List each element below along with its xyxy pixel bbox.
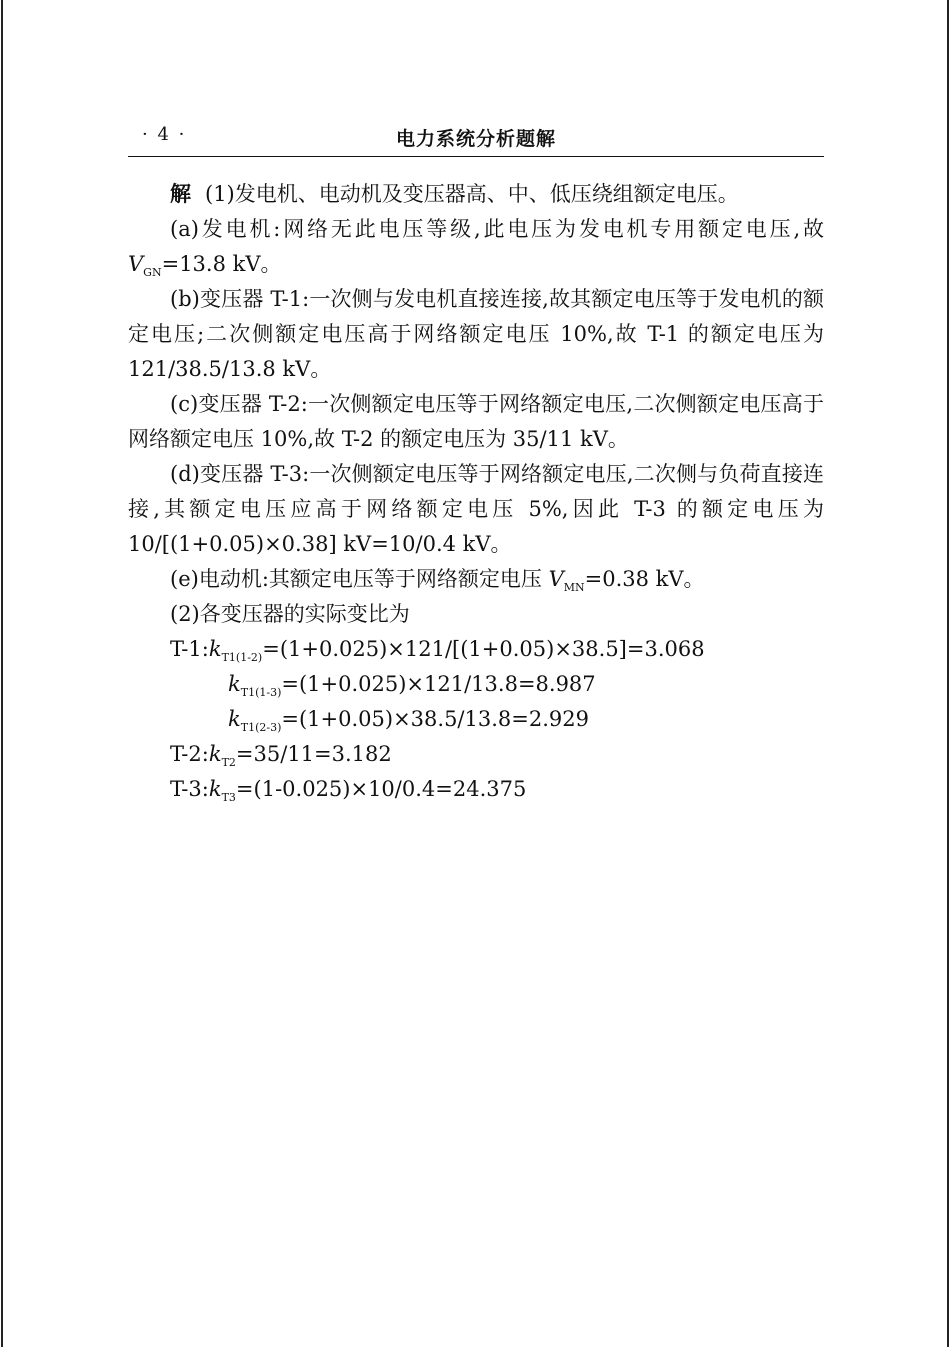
- item-e-text: (e)电动机:其额定电压等于网络额定电压: [170, 567, 549, 591]
- voltage-symbol: V: [548, 567, 564, 591]
- item-e-motor: [128, 562, 824, 597]
- voltage-subscript: MN: [563, 581, 585, 595]
- ratio-symbol: k: [208, 742, 222, 766]
- solution-intro: [128, 176, 824, 212]
- formula-t1-12: [128, 632, 824, 667]
- formula-expression: =35/11=3.182: [235, 742, 392, 766]
- item-a-generator: [128, 212, 824, 282]
- ratio-subscript: T1(2-3): [240, 721, 282, 735]
- ratio-symbol: k: [208, 777, 222, 801]
- ratio-symbol: k: [208, 637, 222, 661]
- page-number: · 4 ·: [142, 124, 187, 145]
- ratio-subscript: T1(1-2): [221, 651, 263, 665]
- formula-label: T-3:: [170, 777, 209, 801]
- formula-t2: [128, 737, 824, 772]
- ratio-subscript: T1(1-3): [240, 686, 282, 700]
- item-e-value: =0.38 kV。: [584, 567, 705, 591]
- ratio-subscript: T2: [221, 756, 236, 770]
- formula-t1-13: [128, 667, 824, 702]
- formula-expression: =(1+0.025)×121/[(1+0.05)×38.5]=3.068: [262, 637, 705, 661]
- formula-expression: =(1+0.025)×121/13.8=8.987: [281, 672, 596, 696]
- solution-label: 解: [170, 181, 191, 206]
- item-d-transformer-t3: (d)变压器 T-3:一次侧额定电压等于网络额定电压,二次侧与负荷直接连接,其额定电压应高于网络额定电压 5%,因此 T-3 的额定电压为 10/[(1+0.05)×0.38] kV=10/0.4 kV。: [128, 462, 824, 556]
- formula-t1-23: [128, 702, 824, 737]
- ratio-subscript: T3: [221, 791, 236, 805]
- voltage-subscript: GN: [143, 266, 162, 280]
- voltage-symbol: V: [128, 252, 144, 276]
- part2-heading: (2)各变压器的实际变比为: [170, 602, 410, 626]
- running-title: 电力系统分析题解: [395, 128, 556, 150]
- formula-label: T-1:: [170, 637, 209, 661]
- formula-expression: =(1-0.025)×10/0.4=24.375: [235, 777, 527, 801]
- item-c-transformer-t2: (c)变压器 T-2:一次侧额定电压等于网络额定电压,二次侧额定电压高于网络额定电压 10%,故 T-2 的额定电压为 35/11 kV。: [128, 392, 824, 451]
- solution-body: [128, 176, 824, 807]
- formula-label: T-2:: [170, 742, 209, 766]
- item-b-transformer-t1: (b)变压器 T-1:一次侧与发电机直接连接,故其额定电压等于发电机的额定电压;二次侧额定电压高于网络额定电压 10%,故 T-1 的额定电压为 121/38.5/13.8 kV。: [128, 287, 824, 381]
- part1-heading: (1)发电机、电动机及变压器高、中、低压绕组额定电压。: [205, 182, 739, 206]
- item-a-value: =13.8 kV。: [161, 252, 282, 276]
- formula-t3: [128, 772, 824, 807]
- ratio-symbol: k: [228, 707, 241, 731]
- formula-expression: =(1+0.05)×38.5/13.8=2.929: [281, 707, 589, 731]
- ratio-symbol: k: [228, 672, 241, 696]
- page-header: [128, 120, 824, 157]
- item-a-text: (a)发电机:网络无此电压等级,此电压为发电机专用额定电压,故: [170, 217, 824, 241]
